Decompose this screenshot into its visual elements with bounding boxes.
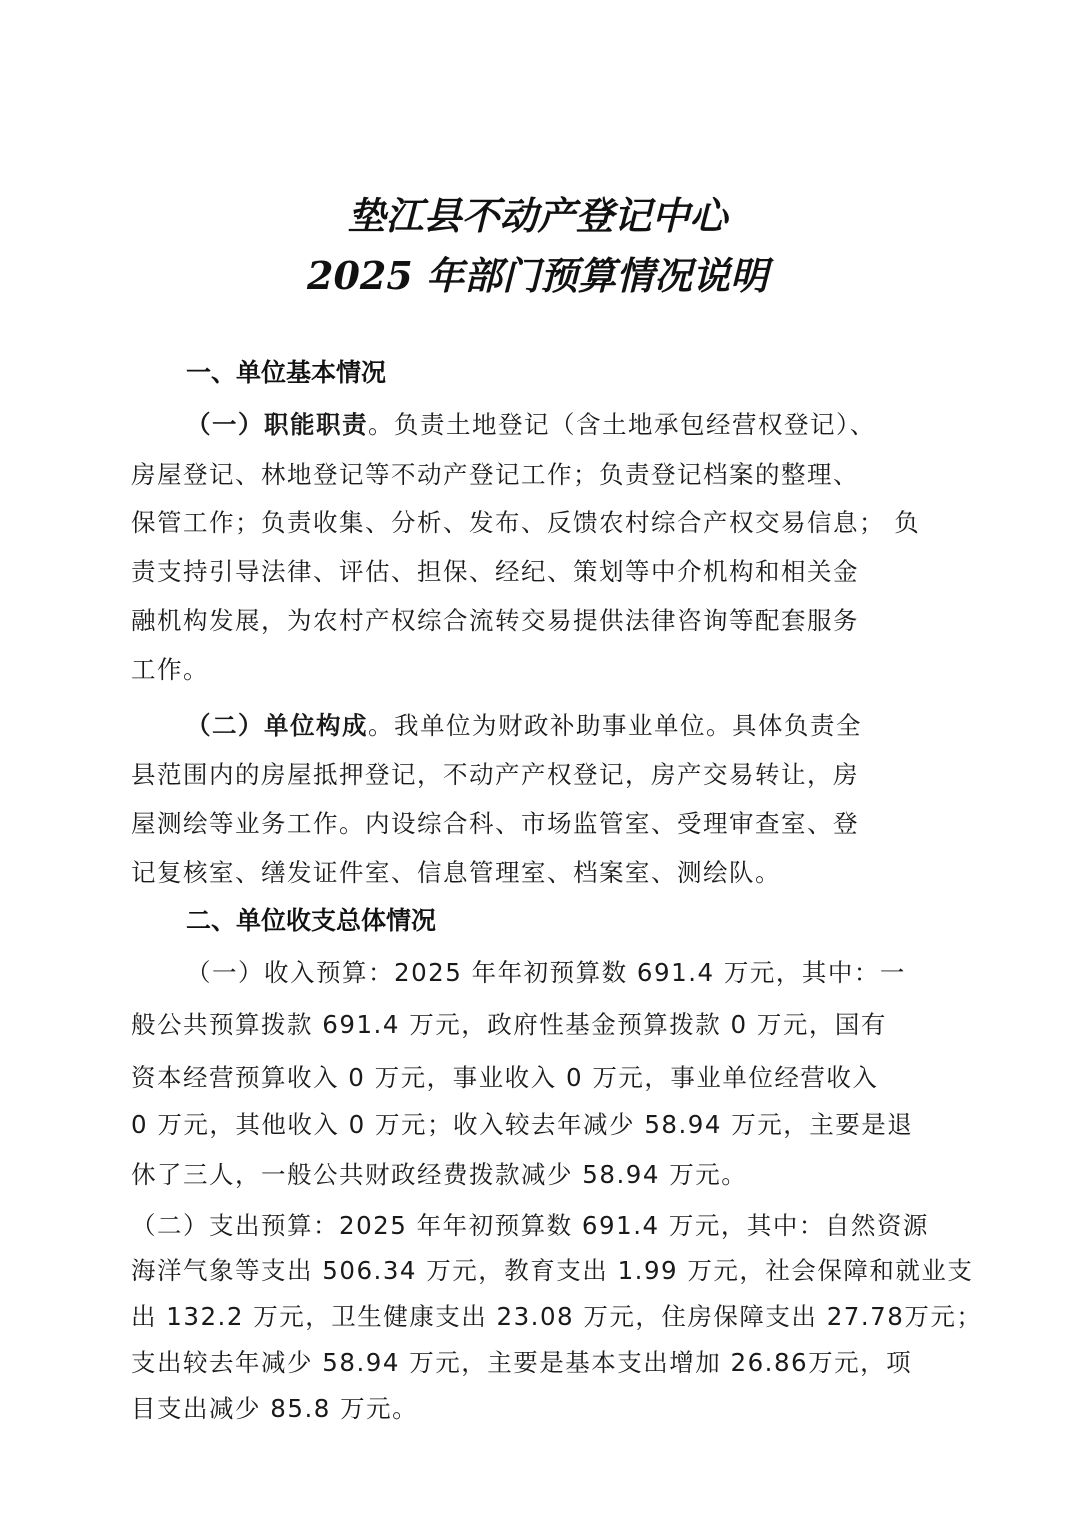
paragraph-line (186, 711, 862, 741)
paragraph-line: 休了三人，一般公共财政经费拨款减少 58.94 万元。 (131, 1160, 748, 1189)
paragraph-line: 记复核室、缮发证件室、信息管理室、档案室、测绘队。 (131, 858, 781, 887)
paragraph-line: 责支持引导法律、评估、担保、经纪、策划等中介机构和相关金 (131, 557, 859, 586)
paragraph-line: 0 万元，其他收入 0 万元；收入较去年减少 58.94 万元，主要是退 (131, 1110, 914, 1139)
paragraph-line: 般公共预算拨款 691.4 万元，政府性基金预算拨款 0 万元，国有 (131, 1010, 887, 1039)
paragraph-line: 房屋登记、林地登记等不动产登记工作；负责登记档案的整理、 (131, 460, 859, 489)
paragraph-line: 出 132.2 万元，卫生健康支出 23.08 万元，住房保障支出 27.78万元； (131, 1302, 983, 1331)
document-title-line1: 垫江县不动产登记中心 (347, 193, 728, 238)
paragraph-line: （一）收入预算：2025 年年初预算数 691.4 万元，其中：一 (186, 958, 906, 987)
para-text: 。我单位为财政补助事业单位。具体负责全 (368, 711, 862, 740)
para-text: 。负责土地登记（含土地承包经营权登记）、 (368, 410, 876, 439)
paragraph-line: 海洋气象等支出 506.34 万元，教育支出 1.99 万元，社会保障和就业支 (131, 1256, 974, 1285)
paragraph-line: 工作。 (131, 655, 209, 684)
document-title-line2: 2025 年部门预算情况说明 (307, 253, 768, 298)
paragraph-line (186, 410, 876, 440)
paragraph-line: 支出较去年减少 58.94 万元，主要是基本支出增加 26.86万元，项 (131, 1348, 913, 1377)
section2-heading: 二、单位收支总体情况 (186, 906, 437, 935)
paragraph-line: 目支出减少 85.8 万元。 (131, 1394, 419, 1423)
paragraph-line: 融机构发展，为农村产权综合流转交易提供法律咨询等配套服务 (131, 606, 859, 635)
paragraph-line: 县范围内的房屋抵押登记，不动产产权登记，房产交易转让，房 (131, 760, 859, 789)
paragraph-line: 保管工作；负责收集、分析、发布、反馈农村综合产权交易信息； 负 (131, 508, 921, 537)
paragraph-line: 资本经营预算收入 0 万元，事业收入 0 万元，事业单位经营收入 (131, 1063, 879, 1092)
paragraph-line: 屋测绘等业务工作。内设综合科、市场监管室、受理审查室、登 (131, 809, 859, 838)
section1-heading: 一、单位基本情况 (186, 358, 387, 387)
para-lead: （二）单位构成 (186, 711, 368, 740)
para-lead: （一）职能职责 (186, 410, 368, 439)
paragraph-line: （二）支出预算：2025 年年初预算数 691.4 万元，其中：自然资源 (131, 1211, 929, 1240)
